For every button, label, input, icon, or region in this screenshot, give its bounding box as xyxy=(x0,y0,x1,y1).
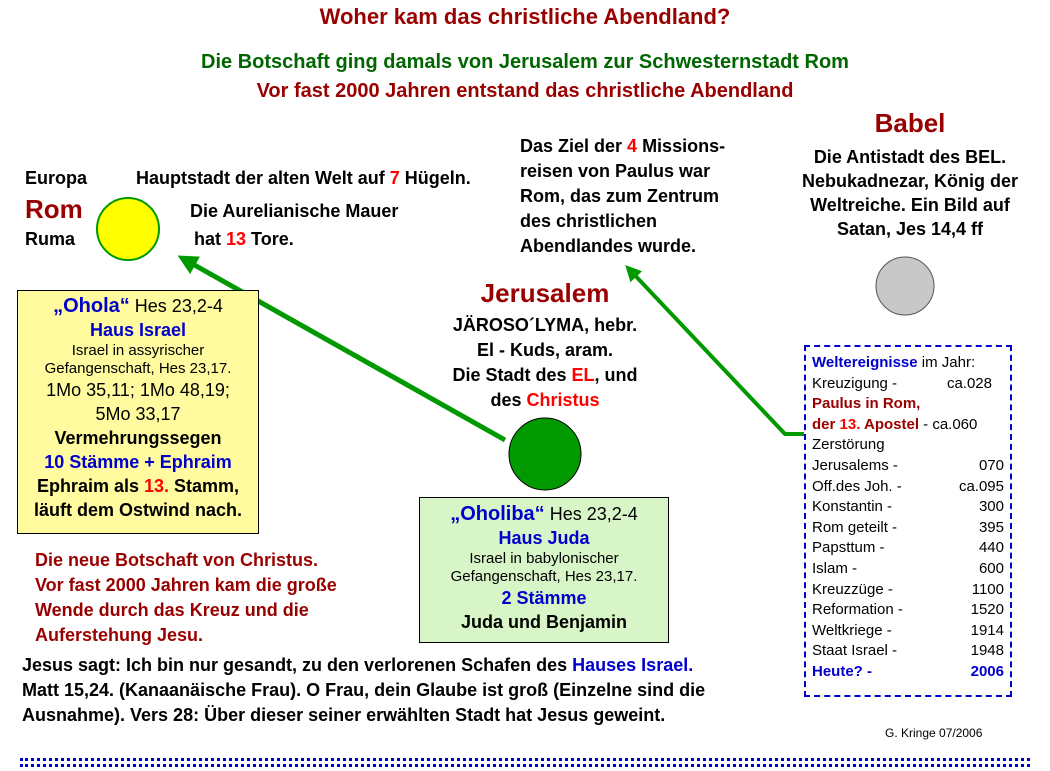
credit: G. Kringe 07/2006 xyxy=(885,726,983,740)
timeline-row: Off.des Joh. - ca.095 xyxy=(812,477,1004,495)
timeline-rows xyxy=(812,456,1004,662)
babel-text: Die Antistadt des BEL. Nebukadnezar, König der Weltreiche. Ein Bild auf Satan, Jes 14,4 ff xyxy=(801,147,1019,239)
rom-ruma: Ruma xyxy=(25,229,76,249)
timeline-row: Papsttum - 440 xyxy=(812,539,1004,557)
timeline-head: Weltereignisse im Jahr: xyxy=(812,354,976,371)
babel-circle xyxy=(876,257,934,315)
page-title: Woher kam das christliche Abendland? xyxy=(319,4,731,29)
oholiba-box: „Oholiba“ Hes 23,2-4 Haus Juda Israel in babylonischer Gefangenschaft, Hes 23,17. 2 Stämme Juda und Benjamin xyxy=(419,497,669,643)
timeline-row: Kreuzigung - ca.028 xyxy=(812,374,992,392)
timeline-row: Weltkriege - 1914 xyxy=(812,621,1004,639)
jesus-text: Jesus sagt: Ich bin nur gesandt, zu den verlorenen Schafen des Hauses Israel. Matt 15,24. (Kanaanäische Frau). O Frau, dein Glaube ist groß (Einzelne sind die Ausnahme). Vers 28: Über dieser seiner erwählten Stadt hat Jesus geweint. xyxy=(22,655,706,725)
timeline-row: Islam - 600 xyxy=(812,559,1004,577)
timeline-box: Weltereignisse im Jahr: Kreuzigung - ca.028 Paulus in Rom, der 13. Apostel - ca.060 Zerstörung Jerusalems - 070 Off.des Joh. - ca.095 Konstantin - 300 Rom geteilt - 395 Papsttum - 440 Islam - 600 Kreuzzüge - 1100 Reformation - 1520 Weltkriege - 1914 Staat Israel - 1948 Heute? - 2006 xyxy=(804,345,1012,697)
bottom-border-1 xyxy=(20,758,1030,761)
timeline-row: Rom geteilt - 395 xyxy=(812,518,1004,536)
rom-hauptstadt: Hauptstadt der alten Welt auf 7 Hügeln. xyxy=(136,168,471,188)
timeline-row: Jerusalems - 070 xyxy=(812,456,1004,474)
timeline-row: Kreuzzüge - 1100 xyxy=(812,580,1004,598)
bottom-border-2 xyxy=(20,764,1030,767)
rom-europa: Europa xyxy=(25,168,88,188)
subtitle-2: Vor fast 2000 Jahren entstand das christliche Abendland xyxy=(256,80,794,102)
ohola-box: „Ohola“ Hes 23,2-4 Haus Israel Israel in assyrischer Gefangenschaft, Hes 23,17. 1Mo 35,11; 1Mo 48,19; 5Mo 33,17 Vermehrungssegen 10 Stämme + Ephraim Ephraim als 13. Stamm, läuft dem Ostwind nach. xyxy=(17,290,259,534)
botschaft-text: Die neue Botschaft von Christus. Vor fast 2000 Jahren kam die große Wende durch das Kreuz und die Auferstehung Jesu. xyxy=(35,550,337,645)
rom-name: Rom xyxy=(25,194,83,224)
rom-tore: hat 13 Tore. xyxy=(194,229,294,249)
babel-name: Babel xyxy=(874,108,946,138)
jerusalem-name: Jerusalem xyxy=(480,278,610,308)
timeline-row: Staat Israel - 1948 xyxy=(812,642,1004,660)
subtitle-1: Die Botschaft ging damals von Jerusalem zur Schwesternstadt Rom xyxy=(201,51,849,73)
rom-mauer: Die Aurelianische Mauer xyxy=(190,201,399,221)
rom-circle xyxy=(97,198,159,260)
jerusalem-text: JÄROSO´LYMA, hebr. El - Kuds, aram. Die Stadt des EL, und des Christus xyxy=(452,315,638,410)
jerusalem-circle xyxy=(509,418,581,490)
timeline-row: Reformation - 1520 xyxy=(812,601,1004,619)
timeline-heute: Heute? - 2006 xyxy=(812,662,1004,680)
paulus-text: Das Ziel der 4 Missions- reisen von Paulus war Rom, das zum Zentrum des christlichen Abendlandes wurde. xyxy=(520,136,726,256)
timeline-row: Konstantin - 300 xyxy=(812,498,1004,516)
